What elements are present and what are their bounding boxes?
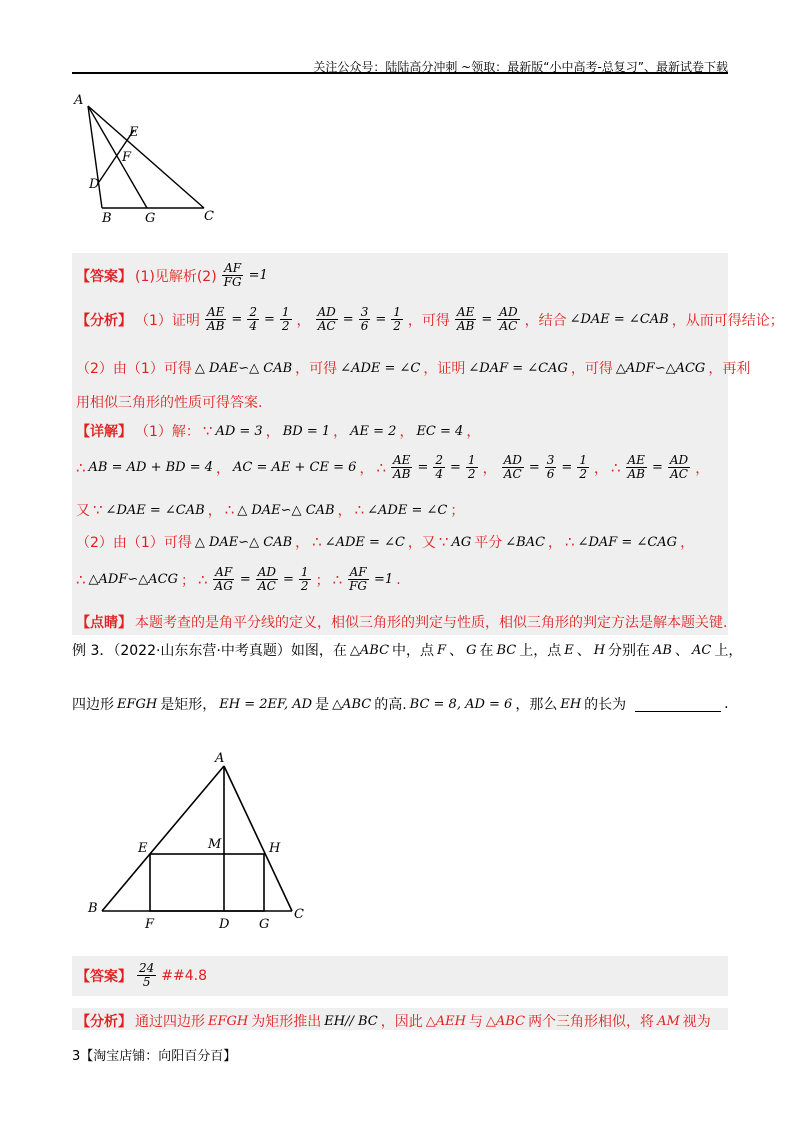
fig1-label-e: E: [129, 125, 139, 140]
page-header: 关注公众号：陆陆高分冲刺 ~领取：最新版“小中高考-总复习”、最新试卷下载: [313, 60, 728, 74]
fig1-label-g: G: [145, 211, 156, 226]
fig1-label-d: D: [89, 177, 100, 192]
detail-1-line-3: 又 ∵ ∠DAE = ∠CAB ， ∴ △ DAE∽△ CAB ， ∴ ∠ADE = ∠C ；: [76, 501, 465, 519]
fig1-side-ab: [88, 106, 102, 208]
detail-1-line-4: （2）由（1）可得 △ DAE∽△ CAB ， ∴ ∠ADE = ∠C ，又 ∵ AG 平分 ∠BAC ， ∴ ∠DAF = ∠CAG ，: [76, 533, 695, 551]
fig2-label-c: C: [294, 907, 304, 922]
fig2-label-e: E: [138, 841, 148, 856]
fig1-label-c: C: [204, 209, 214, 224]
fig2-label-m: M: [208, 837, 222, 852]
fig2-label-d: D: [219, 917, 230, 932]
example-3-line-2: 四边形 EFGH 是矩形， EH = 2EF, AD 是 △ABC 的高. BC = 8, AD = 6 ，那么 EH 的长为 .: [72, 696, 729, 713]
fig1-label-f: F: [122, 150, 132, 165]
fig1-label-a: A: [74, 93, 84, 108]
header-rule: [72, 72, 728, 74]
fig2-label-f: F: [145, 917, 155, 932]
comment-1: 【点睛】 本题考查的是角平分线的定义，相似三角形的判定与性质，相似三角形的判定方法是解本题关键.: [76, 615, 728, 631]
fig2-side-ac: [224, 766, 292, 911]
page-footer: 3【淘宝店铺：向阳百分百】: [72, 1049, 237, 1064]
fig2-side-ab: [102, 766, 224, 911]
fig2-rectangle-efgh: [150, 854, 264, 911]
fig2-label-a: A: [215, 751, 225, 766]
answer-1: 【答案】 (1)见解析(2) $\frac{AF}{FG}$ =1: [76, 261, 268, 289]
fig1-side-ac: [88, 106, 204, 208]
detail-1-line-2: ∴ AB = AD + BD = 4 ， AC = AE + CE = 6 ， ∴ $\frac{AE}{AB}$ = $\frac{2}{4}$ = $\frac{1}{2}$ ， $\frac{AD}{AC}$ = $\frac{3}{6}$ = $\frac{1}{2}$ ， ∴ $\frac{AE}{AB}$ = $\frac{AD}{AC}$ ，: [76, 453, 710, 481]
detail-1-line-1: 【详解】 （1）解： ∵ AD = 3 ， BD = 1 ， AE = 2 ， EC = 4 ，: [76, 422, 481, 440]
analysis-3: 【分析】 通过四边形 EFGH 为矩形推出 EH// BC ，因此 △AEH 与 △ABC 两个三角形相似，将 AM 视为: [76, 1013, 711, 1030]
answer-3: 【答案】 $\frac{24}{5}$ ##4.8: [76, 961, 208, 989]
triangle-figure-2: [80, 748, 310, 933]
analysis-1-line-2: （2）由（1）可得 △ DAE∽△ CAB ，可得 ∠ADE = ∠C ，证明 ∠DAF = ∠CAG ，可得 △ADF∽△ACG ，再利: [76, 360, 751, 377]
detail-1-line-5: ∴ △ADF∽△ACG ； ∴ $\frac{AF}{AG}$ = $\frac{AD}{AC}$ = $\frac{1}{2}$ ； ∴ $\frac{AF}{FG}$ =1 .: [76, 565, 401, 593]
fig2-label-b: B: [88, 901, 98, 916]
fig2-label-g: G: [259, 917, 270, 932]
fig1-label-b: B: [102, 211, 112, 226]
analysis-1-line-3: 用相似三角形的性质可得答案.: [76, 395, 263, 411]
triangle-figure-1: [72, 90, 232, 230]
example-3-line-1: 例 3．（2022·山东东营·中考真题）如图，在 △ABC 中，点 F 、 G 在 BC 上，点 E 、 H 分别在 AB 、 AC 上，: [72, 642, 743, 659]
analysis-1-line-1: 【分析】 （1）证明 $\frac{AE}{AB}$ = $\frac{2}{4}$ = $\frac{1}{2}$ ， $\frac{AD}{AC}$ = $\frac{3}{6}$ = $\frac{1}{2}$ ，可得 $\frac{AE}{AB}$ = $\frac{AD}{AC}$ ，结合 ∠DAE = ∠CAB ，从而可得结论；: [76, 305, 784, 333]
answer-blank: [635, 697, 721, 712]
answer-1-fraction: $\frac{AF}{FG}$: [223, 261, 242, 289]
fig1-segment-ag: [88, 106, 147, 208]
fig2-label-h: H: [269, 841, 281, 856]
